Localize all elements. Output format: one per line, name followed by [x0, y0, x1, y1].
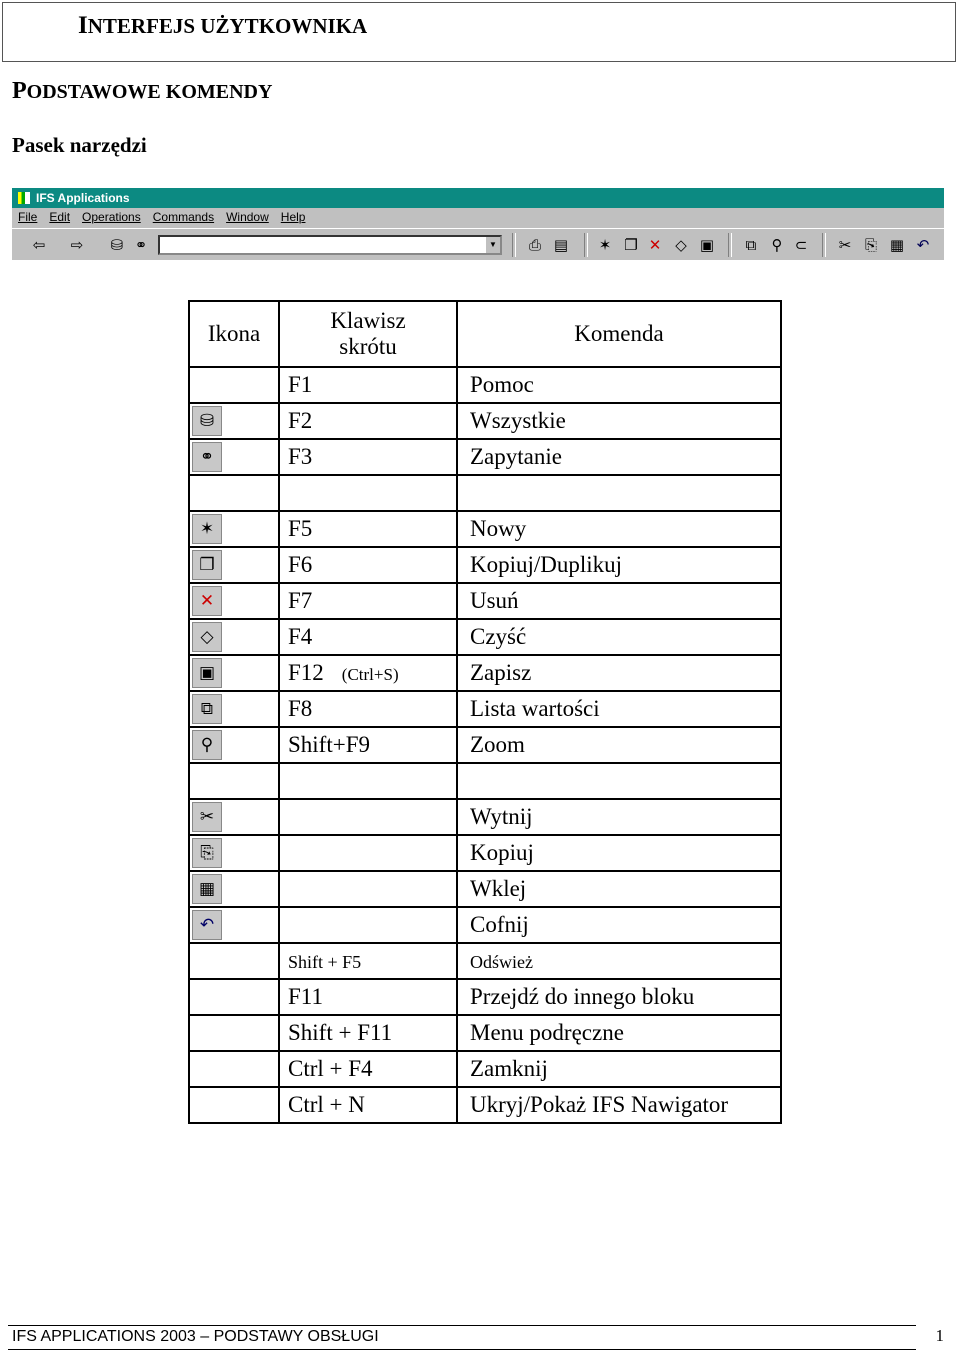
row-key-cell — [279, 727, 457, 763]
col-icon-header: Ikona — [189, 301, 279, 367]
print-preview-icon[interactable]: ▤ — [553, 236, 569, 254]
row-key-cell — [279, 691, 457, 727]
shortcut-key: Shift+F9 — [288, 732, 370, 757]
shortcut-key: F4 — [288, 624, 313, 649]
table-row — [189, 475, 781, 511]
row-key-cell — [279, 475, 457, 511]
command-label: Zamknij — [470, 1056, 548, 1081]
shortcut-key: F1 — [288, 372, 313, 397]
shortcut-key: Ctrl + F4 — [288, 1056, 373, 1081]
row-icon-cell — [189, 1051, 279, 1087]
row-icon-cell — [189, 583, 279, 619]
menu-edit[interactable]: Edit — [49, 210, 71, 224]
command-label: Pomoc — [470, 372, 534, 397]
row-icon-cell — [189, 367, 279, 403]
table-row — [189, 1051, 781, 1087]
shortcut-key: Shift + F5 — [288, 952, 362, 972]
table-row — [189, 367, 781, 403]
row-command-cell — [457, 367, 781, 403]
table-row — [189, 763, 781, 799]
commands-table — [188, 300, 782, 1124]
row-command-cell — [457, 727, 781, 763]
table-row — [189, 547, 781, 583]
save-icon[interactable]: ▣ — [699, 236, 715, 254]
row-key-cell — [279, 799, 457, 835]
row-icon-cell — [189, 403, 279, 439]
row-command-cell — [457, 1051, 781, 1087]
delete-icon[interactable]: ✕ — [648, 236, 662, 254]
app-icon — [18, 192, 30, 204]
title-box — [2, 2, 956, 62]
row-command-cell — [457, 799, 781, 835]
command-label: Przejdź do innego bloku — [470, 984, 695, 1009]
row-icon-cell — [189, 799, 279, 835]
row-icon-cell — [189, 439, 279, 475]
row-command-cell — [457, 835, 781, 871]
row-command-cell — [457, 475, 781, 511]
row-command-cell — [457, 1015, 781, 1051]
row-command-cell — [457, 943, 781, 979]
row-icon-cell — [189, 547, 279, 583]
command-label: Odśwież — [470, 952, 533, 972]
row-key-cell — [279, 1087, 457, 1123]
cut-icon: ✂ — [192, 802, 222, 832]
row-icon-cell — [189, 1087, 279, 1123]
shortcut-key: F6 — [288, 552, 313, 577]
command-label: Menu podręczne — [470, 1020, 624, 1045]
clear-icon: ◇ — [192, 622, 222, 652]
menu-bar — [12, 208, 944, 226]
row-icon-cell — [189, 943, 279, 979]
row-key-cell — [279, 439, 457, 475]
shortcut-key: F12 — [288, 660, 324, 685]
row-command-cell — [457, 763, 781, 799]
row-command-cell — [457, 583, 781, 619]
shortcut-key: F8 — [288, 696, 313, 721]
menu-window[interactable]: Window — [226, 210, 269, 224]
copy-icon[interactable]: ⎘ — [864, 236, 877, 254]
command-label: Wszystkie — [470, 408, 566, 433]
separator — [584, 233, 588, 257]
table-row — [189, 835, 781, 871]
list-of-values-icon: ⧉ — [192, 694, 222, 724]
table-row — [189, 943, 781, 979]
command-label: Usuń — [470, 588, 519, 613]
table-row — [189, 619, 781, 655]
table-row — [189, 655, 781, 691]
copy-record-icon: ❐ — [192, 550, 222, 580]
row-key-cell — [279, 907, 457, 943]
row-command-cell — [457, 403, 781, 439]
window-titlebar: IFS Applications — [12, 188, 944, 208]
populate-icon: ⛁ — [192, 406, 222, 436]
row-key-cell — [279, 619, 457, 655]
table-row — [189, 979, 781, 1015]
separator — [512, 233, 516, 257]
new-record-icon[interactable]: ✶ — [598, 236, 612, 254]
table-row — [189, 907, 781, 943]
menu-help[interactable]: Help — [280, 210, 306, 224]
row-key-cell — [279, 979, 457, 1015]
undo-icon[interactable]: ↶ — [916, 236, 930, 254]
col-key-header: Klawisz skrótu — [279, 301, 457, 367]
toolbar — [12, 228, 944, 261]
table-row — [189, 799, 781, 835]
command-label: Nowy — [470, 516, 527, 541]
row-icon-cell — [189, 727, 279, 763]
row-icon-cell — [189, 871, 279, 907]
command-label: Wklej — [470, 876, 527, 901]
shortcut-key: F2 — [288, 408, 313, 433]
delete-icon: ✕ — [192, 586, 222, 616]
table-row — [189, 583, 781, 619]
paste-icon[interactable]: ▦ — [889, 236, 905, 254]
table-row — [189, 691, 781, 727]
chevron-down-icon[interactable]: ▼ — [486, 237, 500, 253]
row-icon-cell — [189, 835, 279, 871]
copy-icon: ⎘ — [192, 838, 222, 868]
command-label: Cofnij — [470, 912, 529, 937]
binoculars-icon[interactable]: ⚭ — [134, 236, 148, 254]
table-row — [189, 1015, 781, 1051]
row-command-cell — [457, 871, 781, 907]
row-command-cell — [457, 547, 781, 583]
row-command-cell — [457, 619, 781, 655]
row-icon-cell — [189, 511, 279, 547]
new-record-icon: ✶ — [192, 514, 222, 544]
row-command-cell — [457, 1087, 781, 1123]
table-row — [189, 727, 781, 763]
menu-operations[interactable]: Operations — [82, 210, 141, 224]
list-of-values-icon[interactable]: ⧉ — [745, 236, 757, 254]
row-command-cell — [457, 439, 781, 475]
menu-commands[interactable]: Commands — [152, 210, 215, 224]
shortcut-key: Ctrl + N — [288, 1092, 365, 1117]
separator — [728, 233, 732, 257]
command-label: Wytnij — [470, 804, 533, 829]
shortcut-key: F5 — [288, 516, 313, 541]
command-label: Ukryj/Pokaż IFS Nawigator — [470, 1092, 729, 1117]
row-command-cell — [457, 511, 781, 547]
command-label: Zoom — [470, 732, 525, 757]
row-key-cell — [279, 655, 457, 691]
row-command-cell — [457, 979, 781, 1015]
back-arrow-icon[interactable]: ⇦ — [32, 236, 46, 254]
footer-rule — [8, 1349, 916, 1350]
shortcut-key: F11 — [288, 984, 323, 1009]
print-icon[interactable]: ⎙ — [528, 236, 541, 254]
table-header — [189, 301, 781, 367]
row-key-cell — [279, 943, 457, 979]
copy-record-icon[interactable]: ❐ — [624, 236, 638, 254]
row-command-cell — [457, 907, 781, 943]
forward-arrow-icon[interactable]: ⇨ — [70, 236, 84, 254]
binoculars-icon: ⚭ — [192, 442, 222, 472]
row-icon-cell — [189, 979, 279, 1015]
row-key-cell — [279, 871, 457, 907]
section-heading: PODSTAWOWE KOMENDY — [12, 78, 273, 104]
undo-icon: ↶ — [192, 910, 222, 940]
toolbar-screenshot — [12, 188, 944, 260]
clear-icon[interactable]: ◇ — [675, 236, 687, 254]
table-row — [189, 871, 781, 907]
table-row — [189, 439, 781, 475]
row-key-cell — [279, 583, 457, 619]
paste-icon: ▦ — [192, 874, 222, 904]
table-row — [189, 403, 781, 439]
row-icon-cell — [189, 619, 279, 655]
row-key-cell — [279, 1051, 457, 1087]
shortcut-note: (Ctrl+S) — [341, 665, 399, 684]
row-key-cell — [279, 511, 457, 547]
row-key-cell — [279, 547, 457, 583]
separator — [822, 233, 826, 257]
footer-text: IFS APPLICATIONS 2003 – PODSTAWY OBSŁUGI — [12, 1328, 379, 1345]
command-label: Zapytanie — [470, 444, 562, 469]
row-icon-cell — [189, 691, 279, 727]
menu-file[interactable]: File — [18, 210, 38, 224]
command-label: Kopiuj — [470, 840, 534, 865]
table-row — [189, 511, 781, 547]
zoom-icon: ⚲ — [192, 730, 222, 760]
row-icon-cell — [189, 907, 279, 943]
col-cmd-header: Komenda — [457, 301, 781, 367]
page-number: 1 — [935, 1326, 944, 1345]
row-key-cell — [279, 763, 457, 799]
row-key-cell — [279, 367, 457, 403]
footer-rule — [8, 1325, 916, 1326]
row-icon-cell — [189, 655, 279, 691]
row-key-cell — [279, 1015, 457, 1051]
row-icon-cell — [189, 763, 279, 799]
page-title: INTERFEJS UŻYTKOWNIKA — [78, 12, 368, 39]
populate-icon[interactable]: ⛁ — [110, 236, 124, 254]
shortcut-key: Shift + F11 — [288, 1020, 393, 1045]
command-label: Zapisz — [470, 660, 532, 685]
row-icon-cell — [189, 475, 279, 511]
row-command-cell — [457, 655, 781, 691]
shortcut-key: F3 — [288, 444, 313, 469]
row-command-cell — [457, 691, 781, 727]
search-combo[interactable] — [158, 235, 502, 255]
command-label: Czyść — [470, 624, 527, 649]
command-label: Kopiuj/Duplikuj — [470, 552, 623, 577]
table-row — [189, 1087, 781, 1123]
save-icon: ▣ — [192, 658, 222, 688]
command-label: Lista wartości — [470, 696, 600, 721]
zoom-icon[interactable]: ⚲ — [771, 236, 783, 254]
cut-icon[interactable]: ✂ — [838, 236, 852, 254]
section-subheading: Pasek narzędzi — [12, 133, 147, 157]
row-icon-cell — [189, 1015, 279, 1051]
row-key-cell — [279, 835, 457, 871]
attachment-icon[interactable]: ⊂ — [794, 236, 808, 254]
shortcut-key: F7 — [288, 588, 313, 613]
row-key-cell — [279, 403, 457, 439]
